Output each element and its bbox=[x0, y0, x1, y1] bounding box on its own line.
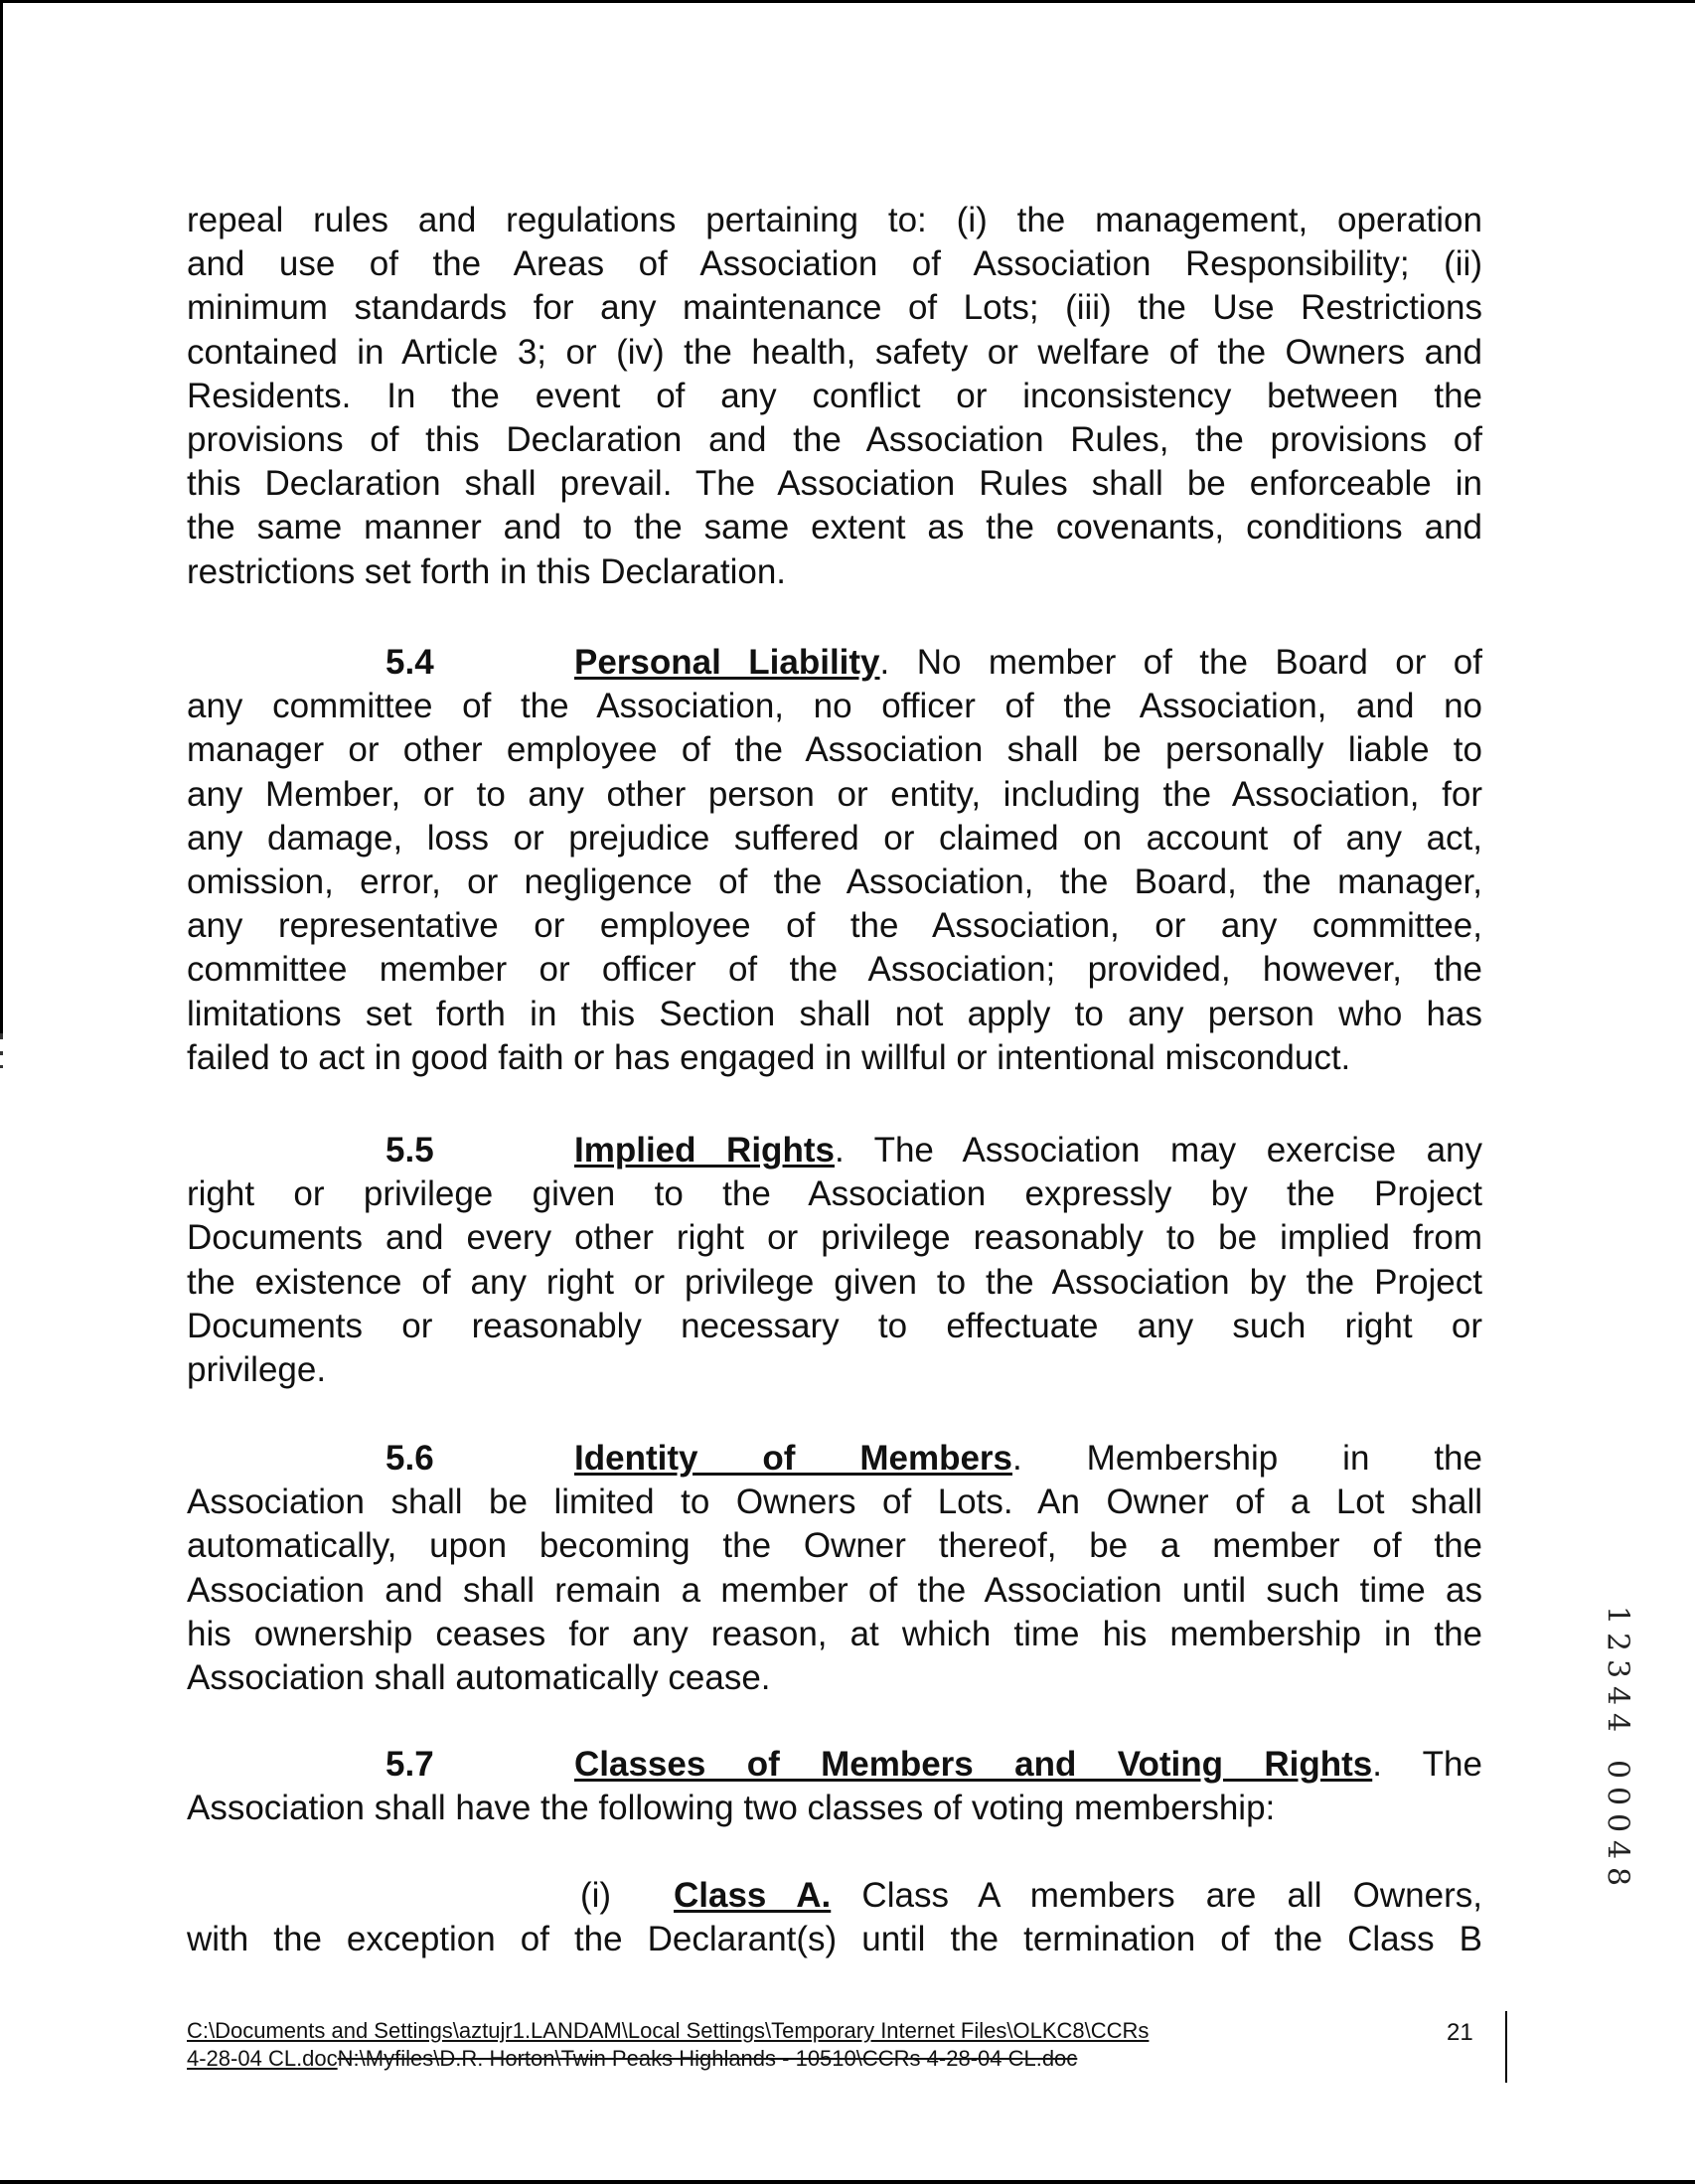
page-border-top bbox=[0, 0, 1695, 3]
stamp-digit: 4 bbox=[1600, 1685, 1635, 1706]
paragraph-line: the same manner and to the same extent as the covenants, conditions and bbox=[187, 508, 1482, 547]
section-line: Documents and every other right or privilege reasonably to be implied from bbox=[187, 1218, 1482, 1258]
section-line: any representative or employee of the Association, or any committee, bbox=[187, 906, 1482, 946]
paragraph-line: provisions of this Declaration and the Association Rules, the provisions of bbox=[187, 420, 1482, 460]
stamp-digit: 4 bbox=[1600, 1712, 1635, 1733]
page-number: 21 bbox=[1447, 2019, 1473, 2046]
paragraph-line: restrictions set forth in this Declaration. bbox=[187, 551, 787, 591]
subsection-number: (i) bbox=[580, 1876, 612, 1915]
section-line: omission, error, or negligence of the Association, the Board, the manager, bbox=[187, 862, 1482, 902]
section-line: any damage, loss or prejudice suffered or claimed on account of any act, bbox=[187, 818, 1482, 858]
subsection-class-a bbox=[187, 1874, 1482, 1961]
section-first-line bbox=[187, 1437, 1482, 1481]
subsection-first-line-text: Class A members are all Owners, bbox=[831, 1876, 1482, 1915]
section-line: limitations set forth in this Section shall not apply to any person who has bbox=[187, 994, 1482, 1033]
section-paragraph bbox=[187, 1437, 1482, 1700]
section-title: Personal Liability bbox=[574, 643, 880, 682]
section-line: Documents or reasonably necessary to effectuate any such right or bbox=[187, 1306, 1482, 1345]
section-line: any Member, or to any other person or entity, including the Association, for bbox=[187, 774, 1482, 814]
section-line: Association shall be limited to Owners of Lots. An Owner of a Lot shall bbox=[187, 1482, 1482, 1522]
stamp-digit-column bbox=[1598, 1602, 1637, 1736]
recording-stamp bbox=[1598, 1602, 1637, 1890]
paragraph-body bbox=[187, 199, 1482, 594]
section-paragraph bbox=[187, 1743, 1482, 1830]
section-line: failed to act in good faith or has engaged in willful or intentional misconduct. bbox=[187, 1037, 1351, 1077]
section-line: privilege. bbox=[187, 1350, 327, 1390]
section-first-line-text: . The bbox=[1372, 1745, 1482, 1784]
continuation-paragraph bbox=[187, 199, 1482, 594]
section-first-line-text: . The Association may exercise any bbox=[834, 1131, 1483, 1170]
section-first-line bbox=[187, 1129, 1482, 1172]
section-number: 5.4 bbox=[385, 643, 434, 682]
section-5-7 bbox=[187, 1743, 1482, 1830]
section-line: Association and shall remain a member of the Association until such time as bbox=[187, 1570, 1482, 1610]
paragraph-line: minimum standards for any maintenance of Lots; (iii) the Use Restrictions bbox=[187, 288, 1482, 328]
section-paragraph bbox=[187, 1129, 1482, 1392]
stamp-digit: 4 bbox=[1600, 1839, 1635, 1860]
section-line: the existence of any right or privilege given to the Association by the Project bbox=[187, 1262, 1482, 1302]
footer-path-deleted: N:\Myfiles\D.R. Horton\Twin Peaks Highlands - 10510\CCRs 4-28-04 CL.doc bbox=[337, 2046, 1078, 2071]
footer-path-line-2 bbox=[187, 2045, 1419, 2073]
section-title: Classes of Members and Voting Rights bbox=[574, 1745, 1373, 1784]
section-number: 5.6 bbox=[385, 1439, 434, 1478]
section-first-line bbox=[187, 641, 1482, 685]
section-5-4 bbox=[187, 641, 1482, 1080]
section-5-5 bbox=[187, 1129, 1482, 1392]
subsection-first-line bbox=[187, 1874, 1482, 1918]
section-line: manager or other employee of the Association shall be personally liable to bbox=[187, 730, 1482, 770]
section-5-6 bbox=[187, 1437, 1482, 1700]
section-line: right or privilege given to the Association expressly by the Project bbox=[187, 1174, 1482, 1214]
scan-artifact bbox=[0, 1065, 3, 1068]
paragraph-line: repeal rules and regulations pertaining to: (i) the management, operation bbox=[187, 201, 1482, 239]
subsection-line: with the exception of the Declarant(s) until the termination of the Class B bbox=[187, 1920, 1482, 1959]
page-border-left bbox=[0, 0, 3, 1033]
footer-path-line-1: C:\Documents and Settings\aztujr1.LANDAM\Local Settings\Temporary Internet Files\OLKC8\CCRs bbox=[187, 2018, 1150, 2043]
section-line: Association shall have the following two classes of voting membership: bbox=[187, 1789, 1276, 1828]
section-line: Association shall automatically cease. bbox=[187, 1658, 771, 1698]
stamp-digit: 0 bbox=[1600, 1812, 1635, 1833]
stamp-digit: 0 bbox=[1600, 1759, 1635, 1780]
paragraph-line: this Declaration shall prevail. The Association Rules shall be enforceable in bbox=[187, 464, 1482, 504]
scan-artifact bbox=[0, 1051, 3, 1055]
page-border-bottom bbox=[0, 2180, 1695, 2184]
stamp-digit: 8 bbox=[1600, 1866, 1635, 1887]
subsection-paragraph bbox=[187, 1874, 1482, 1961]
stamp-bottom-digits bbox=[1598, 1756, 1637, 1890]
stamp-digit: 0 bbox=[1600, 1786, 1635, 1806]
footer-path-current: 4-28-04 CL.doc bbox=[187, 2046, 338, 2071]
subsection-title: Class A. bbox=[674, 1876, 832, 1915]
section-title: Implied Rights bbox=[574, 1131, 835, 1170]
section-title: Identity of Members bbox=[574, 1439, 1013, 1478]
section-number: 5.7 bbox=[385, 1745, 434, 1784]
stamp-digit: 2 bbox=[1600, 1632, 1635, 1652]
section-first-line-text: . Membership in the bbox=[1012, 1439, 1482, 1478]
section-paragraph bbox=[187, 641, 1482, 1080]
section-number: 5.5 bbox=[385, 1131, 434, 1170]
stamp-digit: 3 bbox=[1600, 1658, 1635, 1679]
stamp-digit-column bbox=[1598, 1756, 1637, 1890]
section-line: any committee of the Association, no officer of the Association, and no bbox=[187, 687, 1482, 726]
stamp-digit: 1 bbox=[1600, 1605, 1635, 1626]
paragraph-line: and use of the Areas of Association of Association Responsibility; (ii) bbox=[187, 244, 1482, 284]
footer-file-path bbox=[187, 2017, 1419, 2073]
section-line: committee member or officer of the Association; provided, however, the bbox=[187, 950, 1482, 990]
section-first-line-text: . No member of the Board or of bbox=[879, 643, 1482, 682]
scan-artifact bbox=[0, 1033, 3, 1039]
section-line: automatically, upon becoming the Owner thereof, be a member of the bbox=[187, 1526, 1482, 1566]
section-line: his ownership ceases for any reason, at which time his membership in the bbox=[187, 1614, 1482, 1653]
paragraph-line: contained in Article 3; or (iv) the health, safety or welfare of the Owners and bbox=[187, 332, 1482, 372]
section-first-line bbox=[187, 1743, 1482, 1787]
footer-change-bar bbox=[1505, 2011, 1507, 2083]
stamp-top-digits bbox=[1598, 1602, 1637, 1736]
paragraph-line: Residents. In the event of any conflict or inconsistency between the bbox=[187, 376, 1482, 415]
